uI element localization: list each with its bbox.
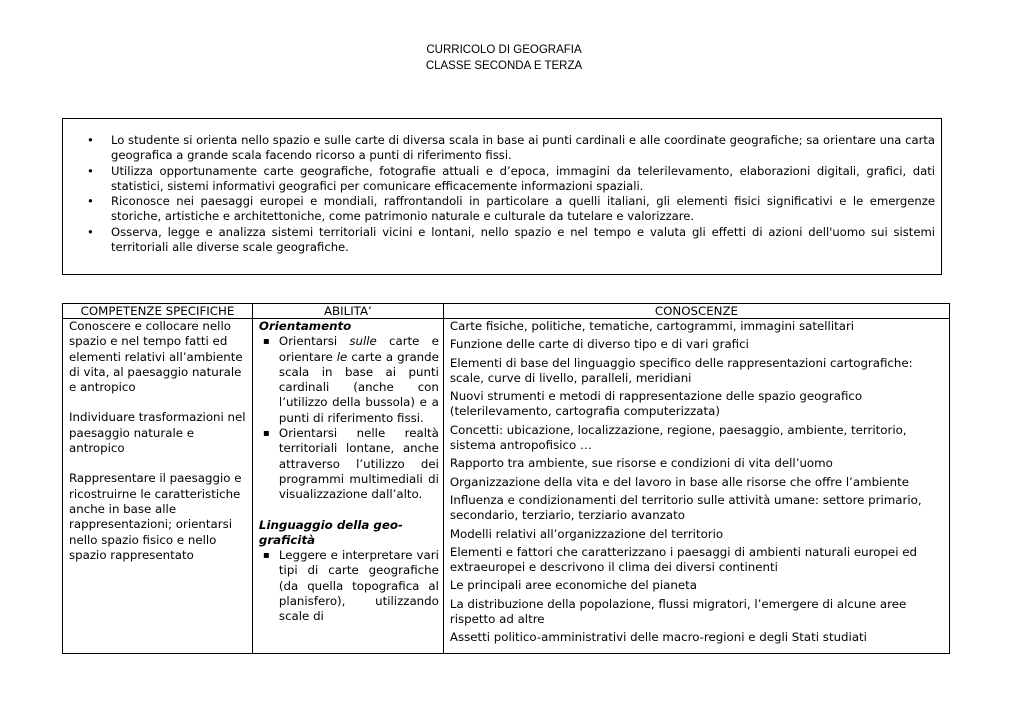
competenza-item: Conoscere e collocare nello spazio e nel tempo fatti ed elementi relativi all’ambiente di vita, al paesaggio naturale e antropico — [69, 319, 243, 395]
competenza-item: Individuare trasformazioni nel paesaggio naturale e antropico — [69, 410, 246, 456]
curriculum-table — [62, 303, 950, 654]
abilita-item — [262, 334, 439, 426]
table-header-row — [63, 304, 950, 319]
abilita-text: carte e orientare — [278, 334, 439, 364]
table-row — [63, 319, 950, 654]
bullet-icon: • — [87, 224, 94, 239]
competenza-item: Rappresentare il paesaggio e ricostruirne le caratteristiche anche in base alle rappresentazioni; orientarsi nello spazio fisico e nello spazio rappresentato — [69, 471, 242, 562]
goal-text: Osserva, legge e analizza sistemi territoriali vicini e lontani, nello spazio e nel tempo e valuta gli effetti di azioni dell'uomo sui sistemi territoriali alle diverse scale geografiche. — [111, 224, 935, 255]
conoscenza-item: Elementi e fattori che caratterizzano i paesaggi di ambienti naturali europei ed extraeuropei e descrivono il clima dei diversi continenti — [449, 544, 917, 575]
conoscenza-item: Carte fisiche, politiche, tematiche, cartogrammi, immagini satellitari — [449, 319, 855, 333]
conoscenze-cell — [443, 319, 949, 654]
conoscenza-item: Le principali aree economiche del pianeta — [449, 578, 697, 593]
abilita-list — [259, 548, 439, 624]
goal-item — [87, 224, 935, 256]
abilita-section-title: Orientamento — [258, 319, 352, 333]
spacer — [259, 503, 439, 518]
bullet-icon: • — [87, 133, 94, 147]
conoscenza-item: Elementi di base del linguaggio specifico delle rappresentazioni cartografiche: scale, curve di livello, paralleli, meridiani — [449, 355, 913, 385]
goal-text: Riconosce nei paesaggi europei e mondiali, raffrontandoli in particolare a quelli italiani, gli elementi fisici significativi e le emergenze storiche, artistiche e architettoniche, come patrimonio naturale e culturale da tutelare e valorizzare. — [111, 194, 935, 224]
bullet-icon: ▪ — [262, 550, 270, 562]
header-conoscenze: CONOSCENZE — [443, 304, 949, 319]
goals-box — [62, 118, 942, 275]
bullet-icon: ▪ — [262, 428, 270, 440]
conoscenza-item: Modelli relativi all’organizzazione del territorio — [449, 526, 724, 541]
conoscenza-item: Rapporto tra ambiente, sue risorse e condizioni di vita dell’uomo — [449, 456, 833, 471]
conoscenza-item: Influenza e condizionamenti del territorio sulle attività umane: settore primario, secondario, terziario, terziario avanzato — [449, 492, 922, 523]
goal-item — [87, 194, 935, 225]
abilita-text: Orientarsi — [278, 334, 338, 349]
abilita-text: carte a grande scala in base ai punti cardinali (anche con l’utilizzo della bussola) e a punti di riferimento fissi. — [278, 349, 439, 425]
abilita-cell — [252, 319, 443, 654]
conoscenza-item: Nuovi strumenti e metodi di rappresentazione delle spazio geografico (telerilevamento, cartografia computerizzata) — [449, 389, 863, 419]
header-competenze: COMPETENZE SPECIFICHE — [63, 304, 253, 319]
goal-text: Utilizza opportunamente carte geografiche, fotografie attuali e d’epoca, immagini da telerilevamento, elaborazioni digitali, grafici, dati statistici, sistemi informativi geografici per comunicare efficacemente informazioni spaziali. — [111, 163, 935, 193]
bullet-icon: • — [87, 163, 94, 178]
goals-list — [63, 119, 941, 255]
competenze-cell — [63, 319, 253, 654]
abilita-item — [262, 548, 439, 624]
abilita-list — [259, 334, 439, 502]
conoscenza-item: La distribuzione della popolazione, flussi migratori, l’emergere di alcune aree rispetto ad altre — [449, 596, 907, 627]
goal-item — [87, 163, 935, 195]
goal-text: Lo studente si orienta nello spazio e sulle carte di diversa scala in base ai punti cardinali e alle coordinate geografiche; sa orientare una carta geografica a grande scala facendo ricorso a punti di riferimento fissi. — [111, 133, 935, 163]
abilita-text-italic: le — [336, 349, 348, 364]
abilita-text: Orientarsi nelle realtà territoriali lontane, anche attraverso l’utilizzo dei programmi multimediali di visualizzazione dall’alto. — [278, 426, 439, 502]
abilita-text: Leggere e interpretare vari tipi di carte geografiche (da quella topografica al planisfero), utilizzando scale di — [278, 548, 439, 624]
conoscenza-item: Organizzazione della vita e del lavoro in base alle risorse che offre l’ambiente — [449, 474, 909, 489]
conoscenza-item: Funzione delle carte di diverso tipo e di vari grafici — [449, 337, 749, 352]
bullet-icon: ▪ — [262, 336, 270, 348]
header-abilita: ABILITA’ — [252, 304, 443, 319]
conoscenza-item: Assetti politico-amministrativi delle macro-regioni e degli Stati studiati — [449, 630, 867, 645]
abilita-item — [262, 426, 439, 502]
document-subtitle: CLASSE SECONDA E TERZA — [425, 60, 583, 72]
abilita-text-italic: sulle — [349, 334, 377, 349]
goal-item — [87, 133, 935, 164]
conoscenza-item: Concetti: ubicazione, localizzazione, regione, paesaggio, ambiente, territorio, sistema antropofisico … — [449, 422, 907, 453]
abilita-section-title: Linguaggio della geo-graficità — [258, 517, 403, 547]
document-title: CURRICOLO DI GEOGRAFIA — [426, 44, 582, 56]
bullet-icon: • — [87, 194, 94, 209]
